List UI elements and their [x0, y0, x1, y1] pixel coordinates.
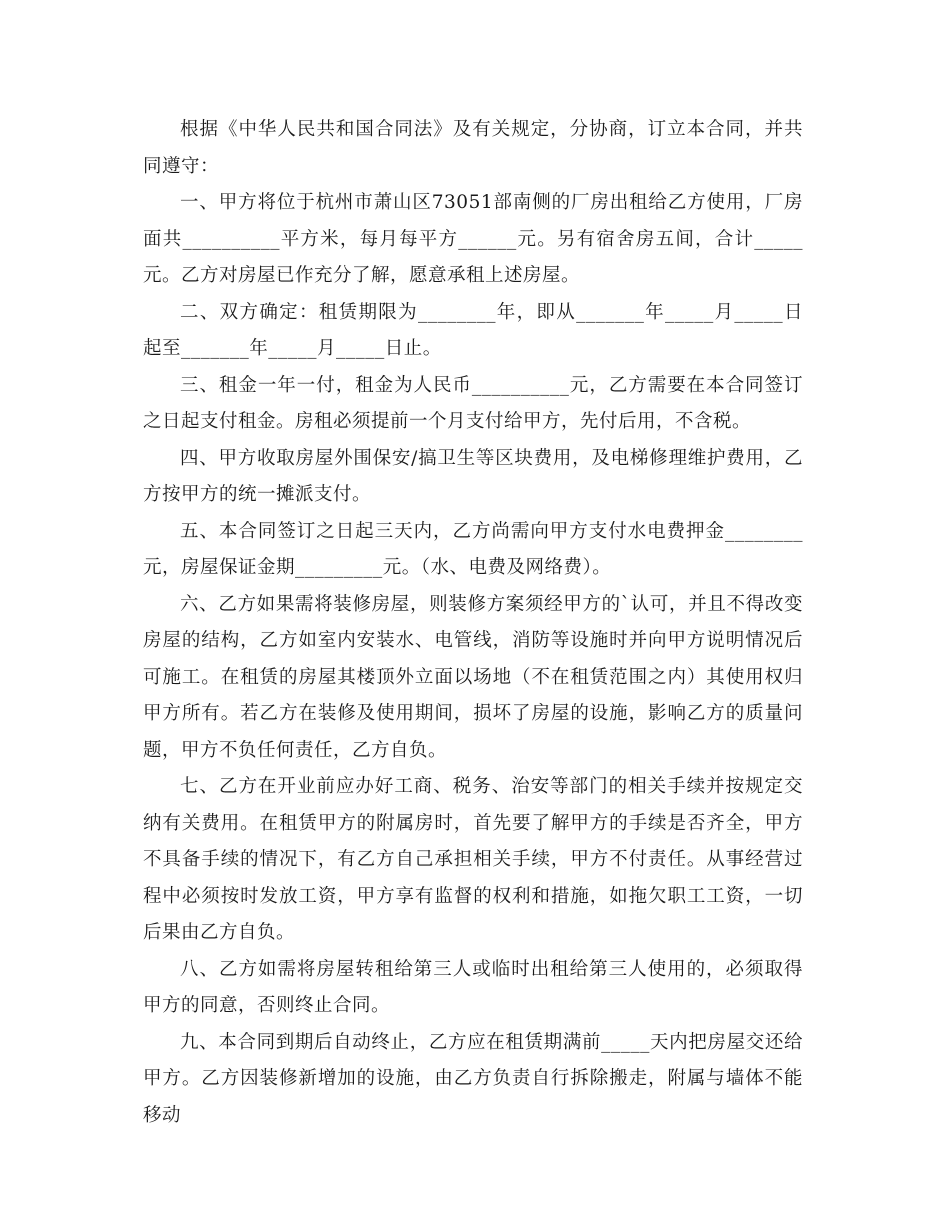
clause-1-premises-area-rent: 一、甲方将位于杭州市萧山区73051部南侧的厂房出租给乙方使用，厂房面共__________平方米，每月每平方______元。另有宿舍房五间，合计_____元。乙方对房屋已作充分了解，愿意承租上述房屋。: [143, 192, 803, 286]
clause-6-renovation: 六、乙方如果需将装修房屋，则装修方案须经甲方的`认可，并且不得改变房屋的结构，乙方如室内安装水、电管线，消防等设施时并向甲方说明情况后可施工。在租赁的房屋其楼顶外立面以场地（不在租赁范围之内）其使用权归甲方所有。若乙方在装修及使用期间，损坏了房屋的设施，影响乙方的质量问题，甲方不负任何责任，乙方自负。: [143, 593, 803, 761]
clause-8-sublease: 八、乙方如需将房屋转租给第三人或临时出租给第三人使用的，必须取得甲方的同意，否则终止合同。: [143, 958, 803, 1016]
clause-3-rent-payment: 三、租金一年一付，租金为人民币__________元，乙方需要在本合同签订之日起支付租金。房租必须提前一个月支付给甲方，先付后用，不含税。: [143, 374, 803, 432]
clause-2-lease-term: 二、双方确定：租赁期限为________年，即从_______年_____月_____日起至_______年_____月_____日止。: [143, 301, 803, 359]
clause-4-shared-fees: 四、甲方收取房屋外围保安/搞卫生等区块费用，及电梯修理维护费用，乙方按甲方的统一摊派支付。: [143, 447, 803, 505]
clause-9-termination: 九、本合同到期后自动终止，乙方应在租赁期满前_____天内把房屋交还给甲方。乙方因装修新增加的设施，由乙方负责自行拆除搬走，附属与墙体不能移动: [143, 1031, 803, 1126]
contract-page: [143, 112, 803, 1134]
clause-5-deposits: 五、本合同签订之日起三天内，乙方尚需向甲方支付水电费押金________元，房屋保证金期_________元。（水、电费及网络费）。: [143, 520, 803, 578]
clause-7-licenses-wages: 七、乙方在开业前应办好工商、税务、治安等部门的相关手续并按规定交纳有关费用。在租赁甲方的附属房时，首先要了解甲方的手续是否齐全，甲方不具备手续的情况下，有乙方自己承担相关手续，甲方不付责任。从事经营过程中必须按时发放工资，甲方享有监督的权利和措施，如拖欠职工工资，一切后果由乙方自负。: [143, 776, 803, 943]
preamble-paragraph: 根据《中华人民共和国合同法》及有关规定，分协商，订立本合同，并共同遵守：: [143, 119, 803, 177]
